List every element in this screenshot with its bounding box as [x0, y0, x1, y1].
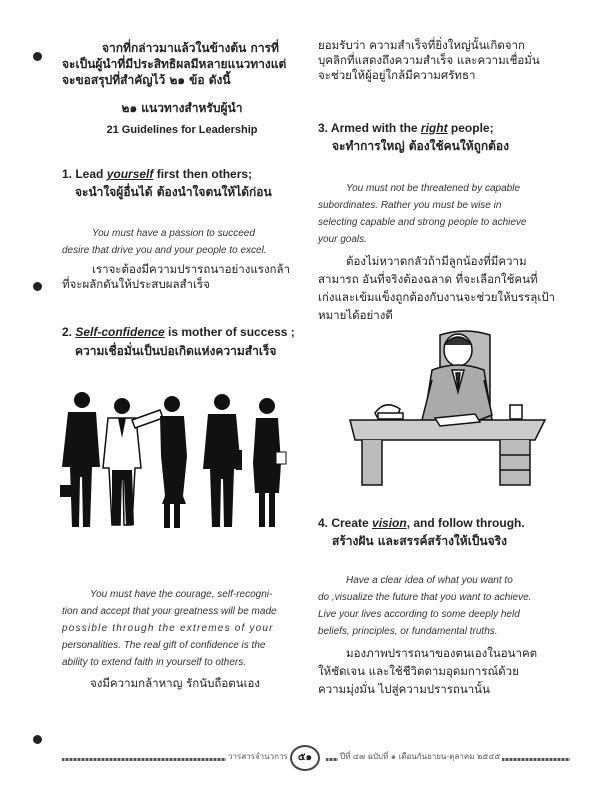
section-2-heading: [62, 324, 312, 340]
section-4-heading: [318, 515, 570, 531]
section-1-heading-post: first then others;: [153, 167, 253, 181]
body-line: beliefs, principles, or fundamental truths.: [318, 626, 498, 637]
body-line: เก่งและเข้มแข็งถูกต้องกับงานจะช่วยให้บรรลุเป้า: [318, 290, 556, 304]
section-4-body-english: [318, 572, 570, 640]
section-1-heading-thai: จะนำใจผู้อื่นได้ ต้องนำใจตนให้ได้ก่อน: [75, 185, 272, 199]
intro-paragraph: [62, 40, 302, 88]
businessman-desk-illustration: [340, 325, 555, 490]
page-number: ๕๑: [290, 745, 320, 771]
margin-bullet: [33, 735, 42, 744]
section-4-body-thai: [318, 644, 570, 698]
body-line: You must not be threatened by capable: [346, 183, 521, 194]
section-2-heading-em: Self-confidence: [75, 325, 165, 339]
body-line: subordinates. Rather you must be wise in: [318, 200, 502, 211]
business-people-illustration: [60, 390, 290, 530]
body-line: มองภาพปรารถนาของตนเองในอนาคต: [346, 646, 538, 660]
section-1-heading-em: yourself: [106, 167, 154, 181]
section-3-body-thai: [318, 252, 570, 324]
body-line: เราจะต้องมีความปรารถนาอย่างแรงกล้า: [92, 262, 291, 276]
guideline-title-english: 21 Guidelines for Leadership: [106, 124, 258, 136]
body-line: desire that drive you and your people to excel.: [62, 245, 267, 256]
body-line: จะช่วยให้ผู้อยู่ใกล้มีความศรัทธา: [318, 68, 476, 82]
body-line: ต้องไม่หวาดกลัวถ้ามีลูกน้องที่มีความ: [346, 254, 527, 268]
intro-line: จะขอสรุปที่สำคัญไว้ ๒๑ ข้อ ดังนี้: [62, 73, 231, 87]
body-line: Live your lives according to some deeply held: [318, 609, 520, 620]
section-1-body-thai: [62, 262, 302, 292]
body-line: Have a clear idea of what you want to: [346, 575, 513, 586]
body-line: ความมุ่งมั่น ไปสู่ความปรารถนานั้น: [318, 682, 490, 696]
continuation-paragraph: [318, 38, 570, 83]
section-4-heading-thai: สร้างฝัน และสรรค์สร้างให้เป็นจริง: [332, 534, 507, 548]
section-1-heading: [62, 166, 312, 182]
footer-journal-name: วารสารจำนวการ: [228, 752, 288, 761]
margin-bullet: [33, 282, 42, 291]
intro-line: จากที่กล่าวมาแล้วในข้างต้น การที่: [102, 41, 279, 55]
body-line: ability to extend faith in yourself to others.: [62, 657, 246, 668]
margin-bullet: [33, 52, 42, 61]
footer-issue-info: ปีที่ ๔๗ ฉบับที่ ๑ เดือนกันยายน-ตุลาคม ๒๕๔๕: [340, 752, 501, 761]
section-3-heading-post: people;: [447, 121, 494, 135]
section-2-heading-num: 2.: [62, 325, 76, 339]
body-line: You must have the courage, self-recogni-: [90, 589, 273, 600]
body-line: do ,visualize the future that you want to achieve.: [318, 592, 532, 603]
section-4-heading-em: vision: [372, 516, 407, 530]
intro-line: จะเป็นผู้นำที่มีประสิทธิผลมีหลายแนวทางแต่: [62, 57, 287, 71]
body-line: ให้ชัดเจน และใช้ชีวิตตามอุดมการณ์ด้วย: [318, 664, 519, 678]
body-line: ยอมรับว่า ความสำเร็จที่ยิ่งใหญ่นั้นเกิดจาก: [318, 38, 525, 52]
section-1-body-english: [62, 225, 302, 259]
body-line: tion and accept that your greatness will be made: [62, 606, 277, 617]
body-line: จงมีความกล้าหาญ รักนับถือตนเอง: [90, 676, 261, 690]
section-2-body-thai: [62, 676, 302, 691]
section-4-heading-post: , and follow through.: [406, 516, 525, 530]
body-line: สามารถ อันที่จริงต้องฉลาด ที่จะเลือกใช้คนที่: [318, 272, 538, 286]
section-2-heading-post: is mother of success ;: [164, 325, 295, 339]
section-3-body-english: [318, 180, 570, 248]
section-2-heading-thai: ความเชื่อมั่นเป็นบ่อเกิดแห่งความสำเร็จ: [75, 344, 277, 358]
guideline-title-thai: ๒๑ แนวทางสำหรับผู้นำ: [121, 101, 243, 115]
section-1-heading-pre: 1. Lead: [62, 167, 107, 181]
body-line: your goals.: [318, 234, 367, 245]
body-line: selecting capable and strong people to achieve: [318, 217, 527, 228]
section-3-heading-thai: จะทำการใหญ่ ต้องใช้คนให้ถูกต้อง: [332, 139, 509, 153]
body-line: You must have a passion to succeed: [92, 228, 255, 239]
section-3-heading-pre: 3. Armed with the: [318, 121, 421, 135]
section-4-heading-pre: 4. Create: [318, 516, 373, 530]
body-line: possible through the extremes of your: [62, 623, 274, 634]
body-line: หมายได้อย่างดี: [318, 308, 393, 322]
section-3-heading-em: right: [420, 121, 448, 135]
section-3-heading: [318, 120, 570, 136]
section-2-body-english: [62, 586, 302, 671]
body-line: บุคลิกที่แสดงถึงความสำเร็จ และความเชื่อมั่น: [318, 53, 540, 67]
body-line: personalities. The real gift of confidence is the: [62, 640, 266, 651]
body-line: ที่จะผลักดันให้ประสบผลสำเร็จ: [62, 277, 210, 291]
